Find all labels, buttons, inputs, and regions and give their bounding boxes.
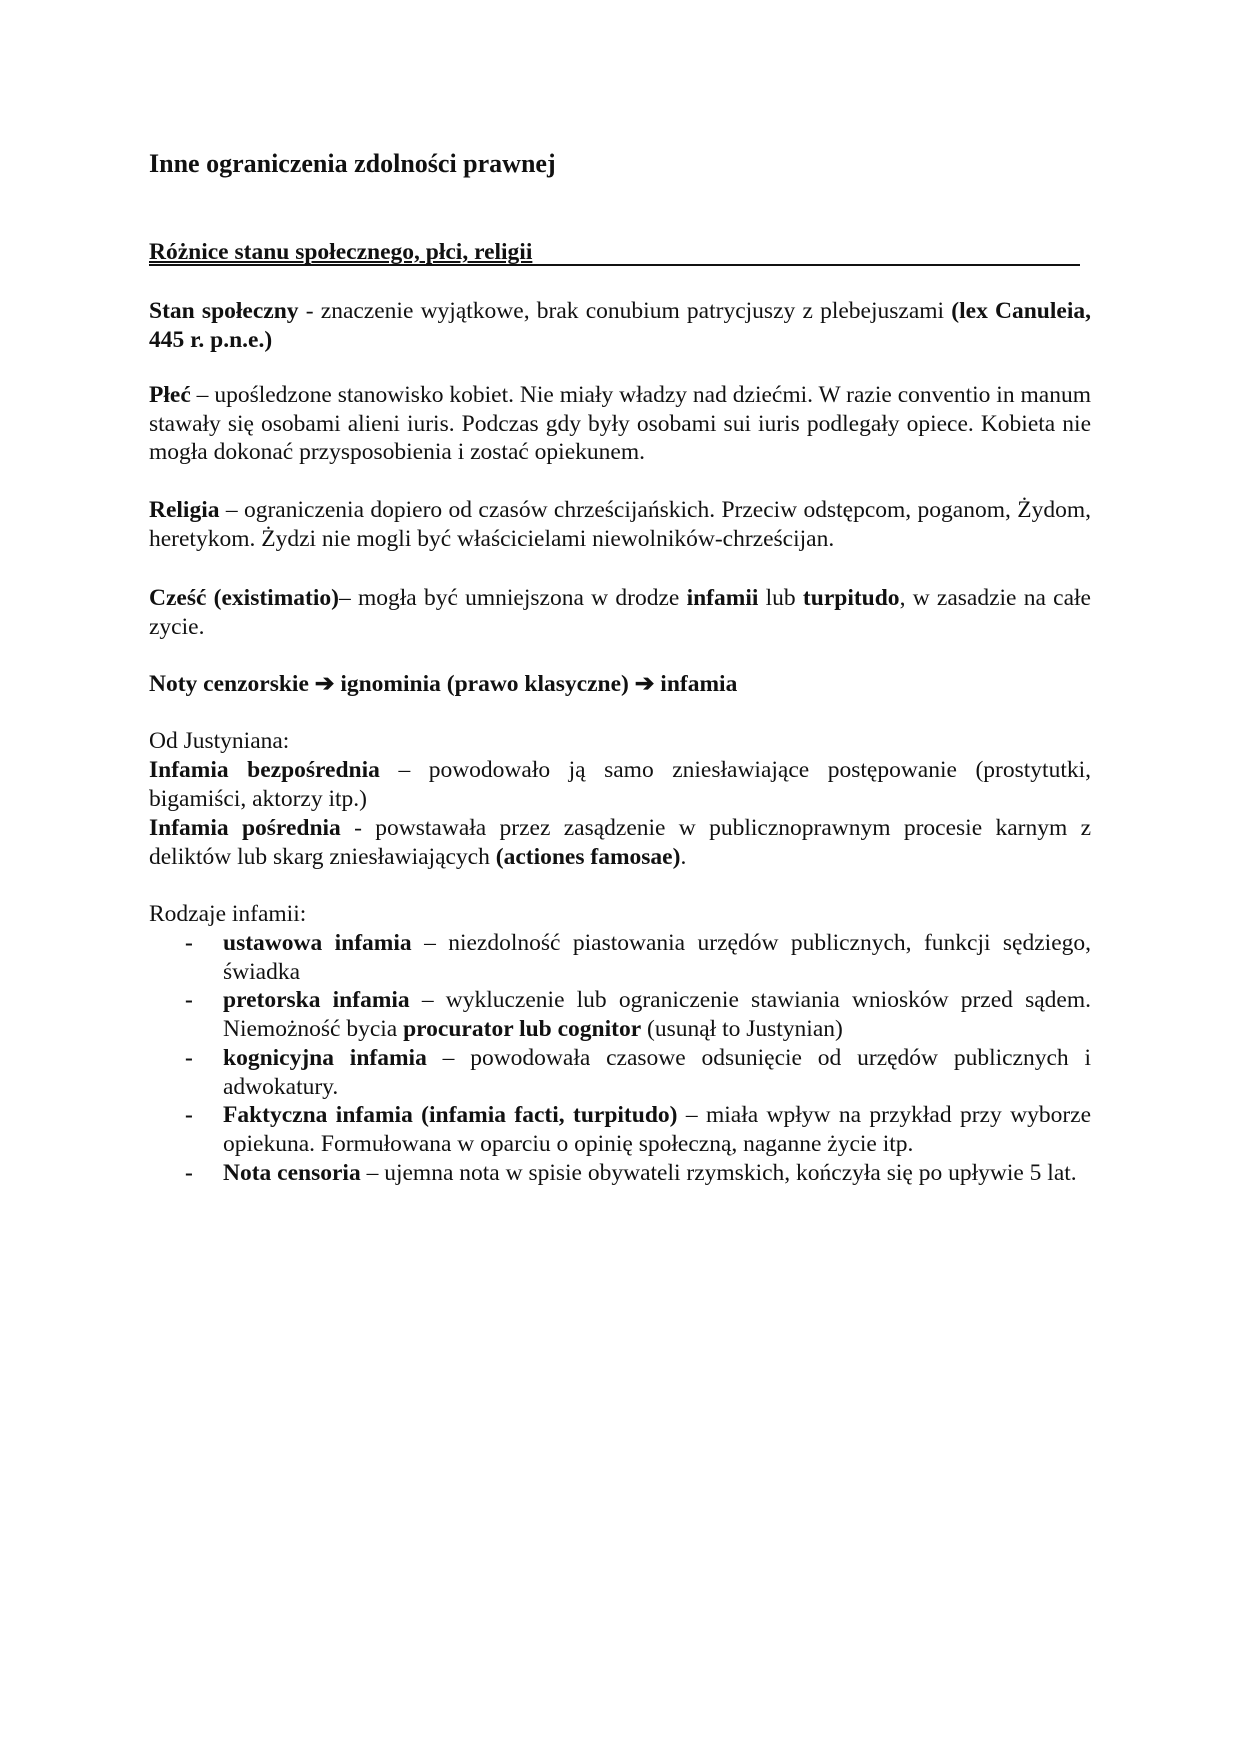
rodzaje-intro: Rodzaje infamii: — [149, 901, 307, 927]
term: (actiones famosae) — [495, 843, 681, 870]
bullet-icon: - — [185, 930, 193, 956]
text: – niezdolność piastowania urzędów publicznych, funkcji sędziego, świadka — [223, 930, 1092, 985]
bullet-icon: - — [185, 1102, 193, 1129]
text: (usunął to Justynian) — [641, 1016, 843, 1043]
text: , w zasadzie na całe zycie. — [149, 585, 1091, 640]
text: lub — [758, 585, 803, 611]
bullet-icon: - — [185, 1044, 193, 1071]
text: – powodowała czasowe odsunięcie od urzędów publicznych i adwokatury. — [223, 1044, 1092, 1100]
list-item — [149, 929, 1091, 986]
term: Płeć — [149, 382, 191, 408]
term: Infamia bezpośrednia — [149, 757, 380, 783]
paragraph-infamia-bezposrednia — [149, 756, 1091, 813]
list-item — [149, 1159, 1091, 1188]
term: Faktyczna infamia (infamia facti, turpitudo) — [223, 1102, 678, 1129]
term: Stan społeczny — [149, 298, 299, 324]
term: infamii — [686, 585, 759, 611]
term: Religia — [149, 497, 220, 523]
term: ustawowa infamia — [223, 930, 412, 956]
bullet-icon: - — [185, 987, 193, 1014]
list-item — [149, 1101, 1091, 1158]
term: Infamia pośrednia — [149, 815, 341, 841]
text: - powstawała przez zasądzenie w publicznoprawnym procesie karnym z deliktów lub skarg zniesławiających — [149, 815, 1091, 870]
text: - znaczenie wyjątkowe, brak conubium patrycjuszy z plebejuszami — [298, 298, 952, 324]
text: – upośledzone stanowisko kobiet. Nie miały władzy nad dziećmi. W razie conventio in manum stawały się osobami alieni iuris. Podczas gdy były osobami sui iuris podlegały opiece. Kobieta nie mogła dokonać przysposobienia i zostać opiekunem. — [149, 382, 1091, 466]
term: (lex Canuleia, 445 r. p.n.e.) — [149, 298, 1091, 353]
paragraph-noty: Noty cenzorskie ➔ ignominia (prawo klasyczne) ➔ infamia — [149, 671, 738, 697]
infamia-list — [149, 929, 1091, 1187]
text: – mogła być umniejszona w drodze — [338, 585, 687, 611]
list-item — [149, 1044, 1091, 1101]
section-heading: Różnice stanu społecznego, płci, religii — [149, 240, 1080, 266]
list-item — [149, 986, 1091, 1043]
term: pretorska infamia — [223, 987, 410, 1014]
paragraph-plec — [149, 381, 1091, 467]
bullet-icon: - — [185, 1159, 193, 1186]
paragraph-infamia-posrednia — [149, 814, 1091, 871]
term: Nota censoria — [223, 1159, 361, 1186]
term: procurator lub cognitor — [403, 1016, 642, 1043]
text: – powodowało ją samo zniesławiające postępowanie (prostytutki, bigamiści, aktorzy itp.) — [149, 757, 1091, 812]
paragraph-czesc — [149, 584, 1091, 641]
paragraph-stan-spoleczny — [149, 297, 1091, 354]
paragraph-religia — [149, 496, 1091, 553]
text: – miała wpływ na przykład przy wyborze opiekuna. Formułowana w oparciu o opinię społeczną, naganne życie itp. — [223, 1102, 1092, 1157]
text: . — [680, 843, 687, 870]
justynian-intro: Od Justyniana: — [149, 728, 290, 754]
document-title: Inne ograniczenia zdolności prawnej — [149, 149, 556, 178]
term: kognicyjna infamia — [223, 1044, 427, 1071]
text: – wykluczenie lub ograniczenie stawiania wniosków przed sądem. Niemożność bycia — [223, 987, 1091, 1043]
text: – ograniczenia dopiero od czasów chrześcijańskich. Przeciw odstępcom, poganom, Żydom, heretykom. Żydzi nie mogli być właścicielami niewolników-chrześcijan. — [149, 497, 1091, 552]
term: turpitudo — [802, 585, 900, 611]
term: Cześć (existimatio) — [149, 585, 339, 611]
text: – ujemna nota w spisie obywateli rzymskich, kończyła się po upływie 5 lat. — [360, 1159, 1077, 1186]
